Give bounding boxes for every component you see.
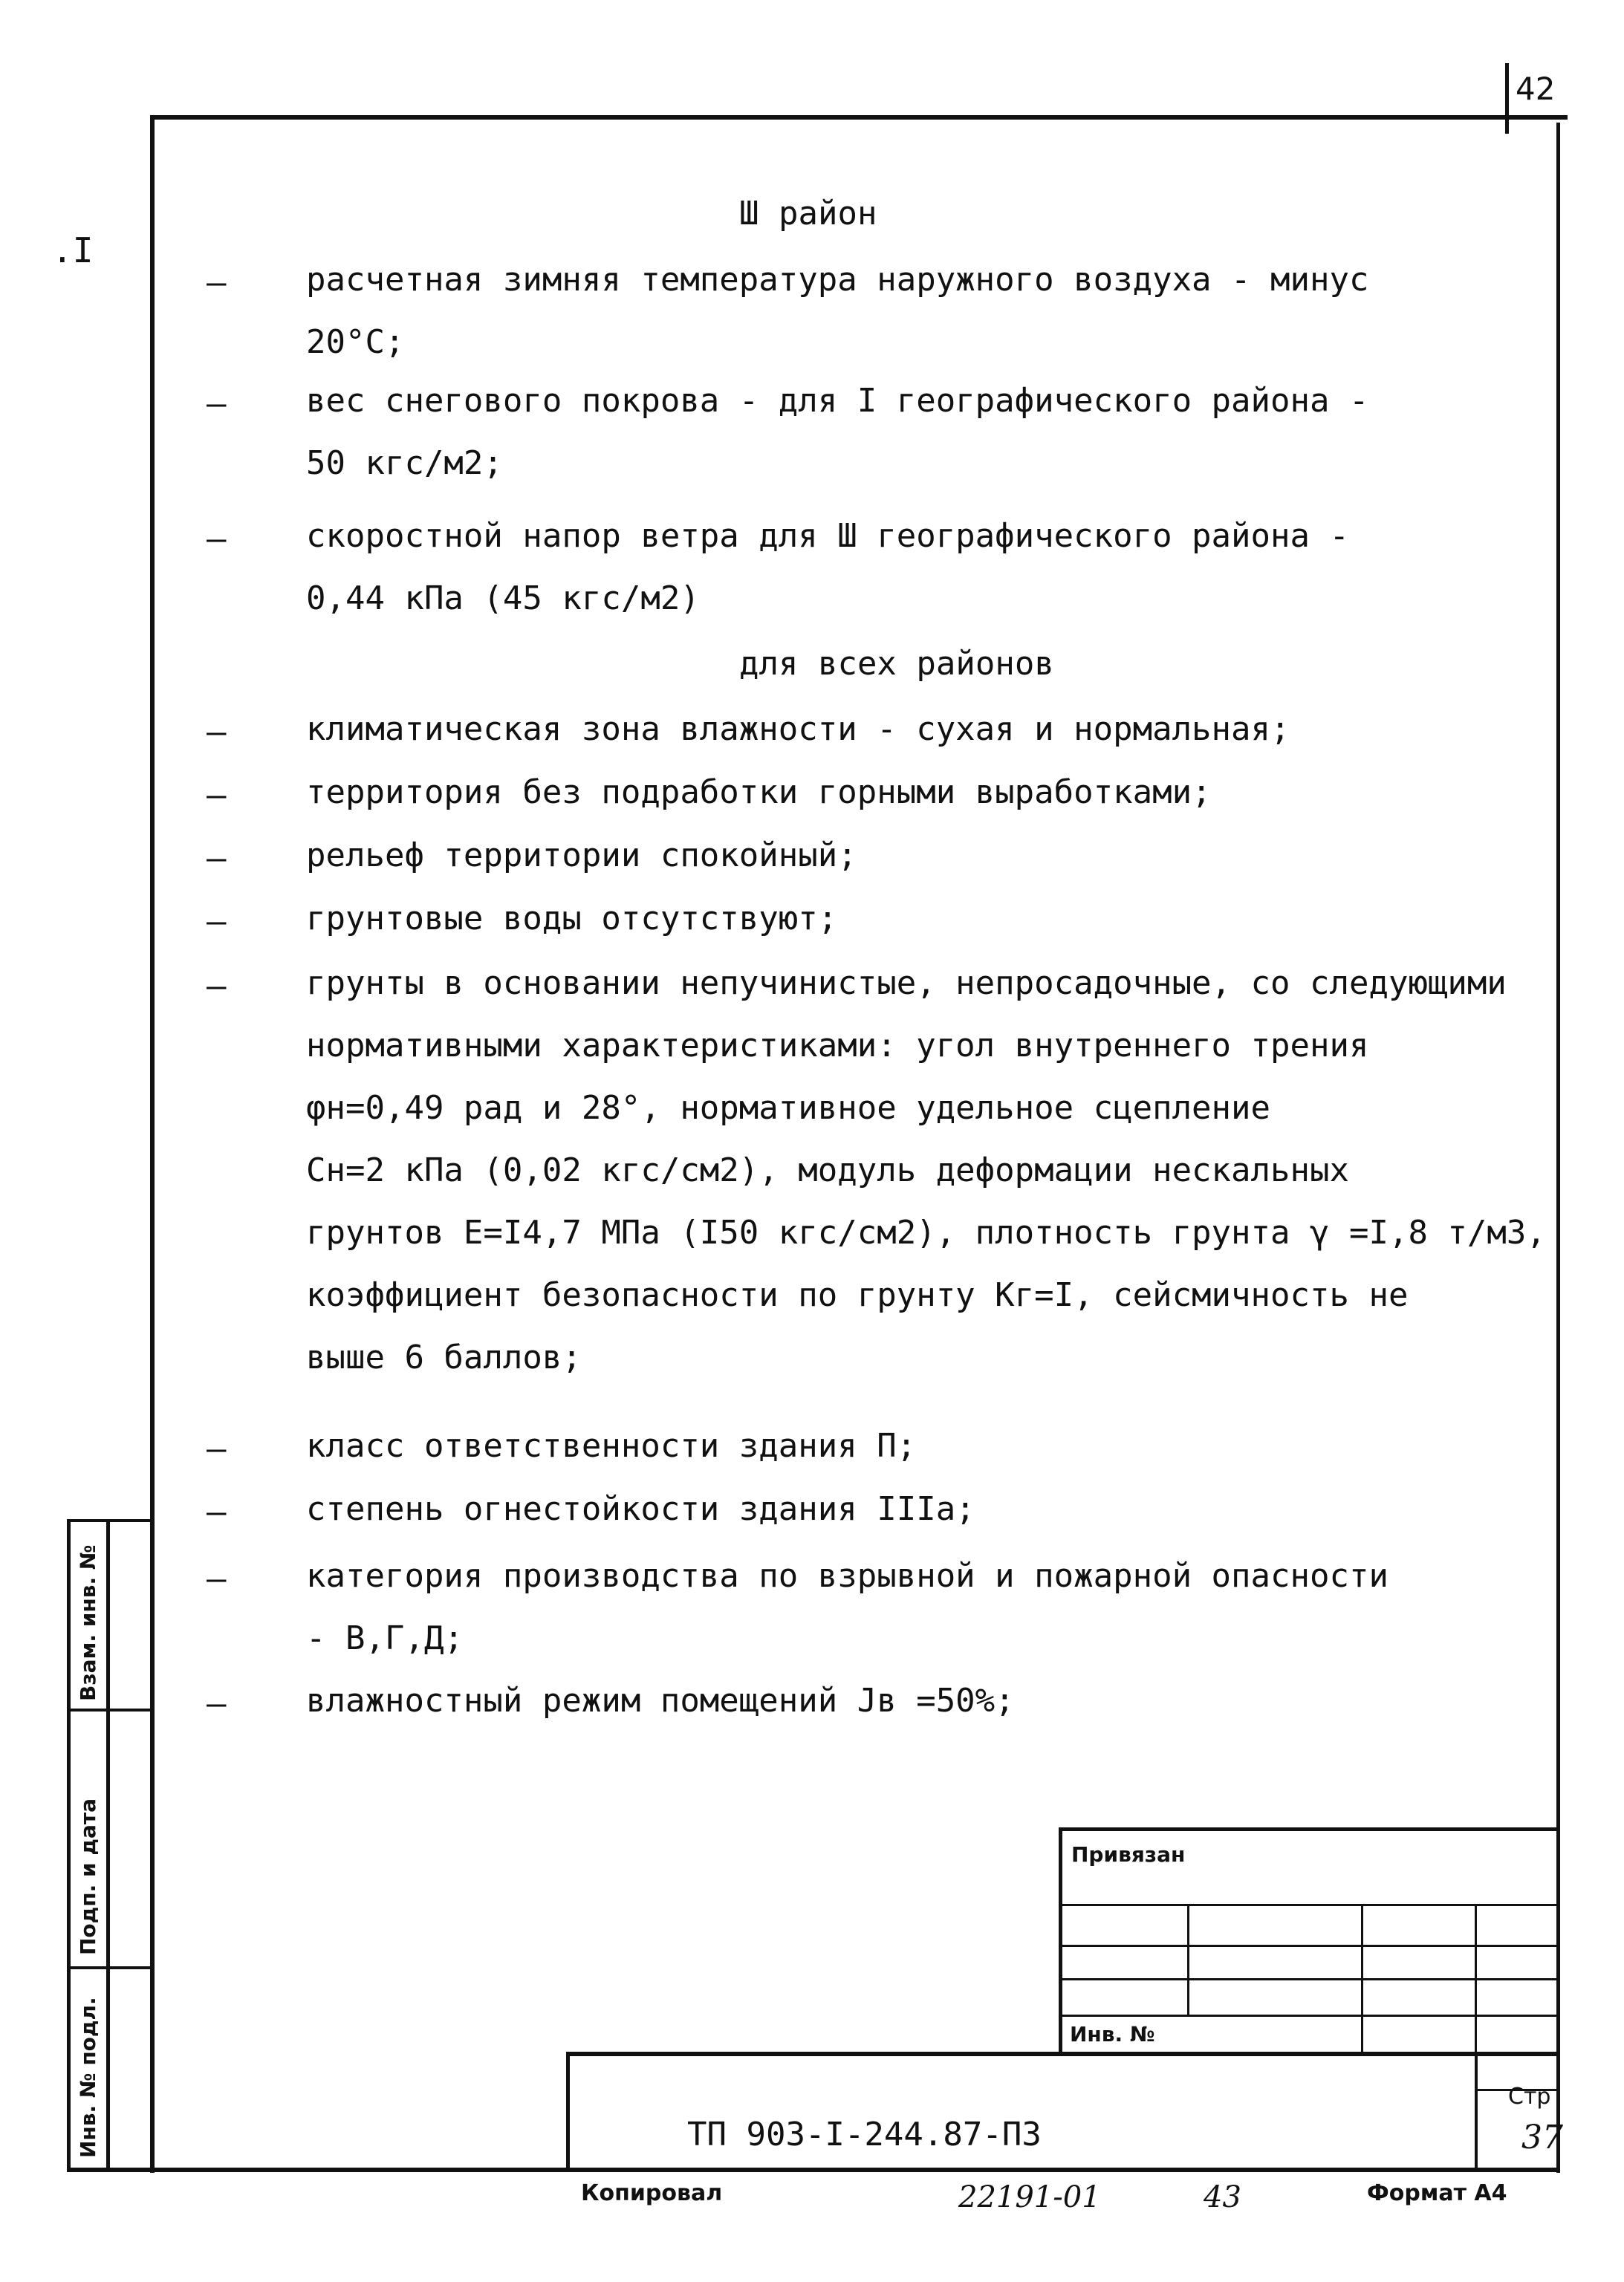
item-line: степень огнестойкости здания IIIа; xyxy=(306,1490,975,1528)
item-line: φн=0,49 рад и 28°, нормативное удельное сцепление xyxy=(306,1089,1271,1127)
item-line: 50 кгс/м2; xyxy=(306,444,503,482)
top-right-vertical-rule xyxy=(1505,63,1509,134)
side-strip-div2 xyxy=(67,1966,152,1969)
side-label-inv-podl: Инв. № подл. xyxy=(76,1997,100,2158)
list-item xyxy=(306,698,1547,761)
bullet-dash: – xyxy=(207,967,227,1005)
list-item xyxy=(306,370,1547,495)
sheet-label: Стр xyxy=(1508,2084,1551,2110)
item-line: грунтов Е=I4,7 МПа (I50 кгс/см2), плотность грунта γ =I,8 т/м3, xyxy=(306,1214,1546,1252)
item-line: нормативными характеристиками: угол внутреннего трения xyxy=(306,1027,1369,1064)
document-code: ТП 903-I-244.87-П3 xyxy=(687,2116,1042,2153)
item-line: коэффициент безопасности по грунту Кг=I, сейсмичность не xyxy=(306,1276,1409,1314)
item-line: 20°С; xyxy=(306,323,405,361)
stamp-col2 xyxy=(1361,1904,1363,2052)
side-strip-div1 xyxy=(67,1709,152,1712)
item-line: территория без подработки горными выработками; xyxy=(306,773,1212,811)
list-item xyxy=(306,825,1547,887)
item-line: скоростной напор ветра для Ш географического района - xyxy=(306,517,1349,555)
bullet-dash: – xyxy=(207,1685,227,1723)
list-item xyxy=(306,1545,1547,1670)
footer-number-2: 43 xyxy=(1204,2180,1241,2214)
list-item xyxy=(306,952,1547,1389)
titleblock-sheet-left xyxy=(1475,2052,1478,2171)
left-margin-mark: .I xyxy=(52,230,94,270)
sheet-number: 37 xyxy=(1521,2119,1563,2156)
item-line: грунтовые воды отсутствуют; xyxy=(306,900,838,937)
side-strip-inner xyxy=(106,1519,110,2171)
item-line: расчетная зимняя температура наружного воздуха - минус xyxy=(306,261,1369,299)
list-item xyxy=(306,1415,1547,1478)
footer-format: Формат А4 xyxy=(1367,2180,1507,2206)
stamp-row1 xyxy=(1059,1904,1556,1906)
bullet-dash: – xyxy=(207,1560,227,1598)
item-line: грунты в основании непучинистые, непросадочные, со следующими xyxy=(306,964,1507,1002)
item-line: выше 6 баллов; xyxy=(306,1339,582,1376)
side-label-podp-data: Подп. и дата xyxy=(76,1798,100,1955)
item-line: Сн=2 кПа (0,02 кгс/см2), модуль деформации нескальных xyxy=(306,1151,1349,1189)
footer-number-1: 22191-01 xyxy=(958,2180,1101,2214)
stamp-outer-left xyxy=(1059,1827,1062,2054)
bullet-dash: – xyxy=(207,1493,227,1531)
list-item xyxy=(306,1670,1547,1732)
frame-left xyxy=(150,115,155,2173)
stamp-row4 xyxy=(1059,2015,1556,2017)
frame-top xyxy=(152,115,1568,120)
footer-copied: Копировал xyxy=(581,2180,723,2206)
bullet-dash: – xyxy=(207,1430,227,1468)
frame-bottom xyxy=(67,2168,1560,2172)
heading-all-regions: для всех районов xyxy=(739,645,1054,683)
bullet-dash: – xyxy=(207,776,227,814)
stamp-col1 xyxy=(1187,1904,1189,2015)
stamp-inv-no: Инв. № xyxy=(1070,2022,1155,2047)
item-line: - В,Г,Д; xyxy=(306,1619,464,1657)
bullet-dash: – xyxy=(207,264,227,302)
bullet-dash: – xyxy=(207,713,227,751)
item-line: рельеф территории спокойный; xyxy=(306,836,857,874)
stamp-row2 xyxy=(1059,1945,1556,1947)
frame-right xyxy=(1556,123,1560,2173)
stamp-col3 xyxy=(1475,1904,1477,2052)
list-item xyxy=(306,761,1547,824)
side-label-vzam-inv: Взам. инв. № xyxy=(76,1544,100,1701)
bullet-dash: – xyxy=(207,839,227,877)
heading-region-3: Ш район xyxy=(739,195,877,233)
stamp-row3 xyxy=(1059,1978,1556,1980)
item-line: влажностный режим помещений Jв =50%; xyxy=(306,1682,1015,1720)
stamp-outer-top xyxy=(1059,1827,1556,1831)
list-item xyxy=(306,888,1547,950)
bullet-dash: – xyxy=(207,520,227,558)
side-strip-left xyxy=(67,1519,71,2171)
side-strip-top xyxy=(67,1519,152,1522)
item-line: категория производства по взрывной и пожарной опасности xyxy=(306,1557,1388,1595)
titleblock-top xyxy=(566,2052,1558,2056)
titleblock-left xyxy=(566,2052,570,2171)
item-line: вес снегового покрова - для I географического района - xyxy=(306,382,1369,420)
list-item xyxy=(306,1478,1547,1541)
list-item xyxy=(306,505,1547,630)
list-item xyxy=(306,249,1547,374)
stamp-privyazan: Привязан xyxy=(1071,1842,1186,1867)
bullet-dash: – xyxy=(207,903,227,940)
item-line: 0,44 кПа (45 кгс/м2) xyxy=(306,579,700,617)
item-line: климатическая зона влажности - сухая и нормальная; xyxy=(306,710,1290,748)
bullet-dash: – xyxy=(207,385,227,423)
page-number: 42 xyxy=(1516,71,1556,107)
item-line: класс ответственности здания П; xyxy=(306,1427,917,1465)
